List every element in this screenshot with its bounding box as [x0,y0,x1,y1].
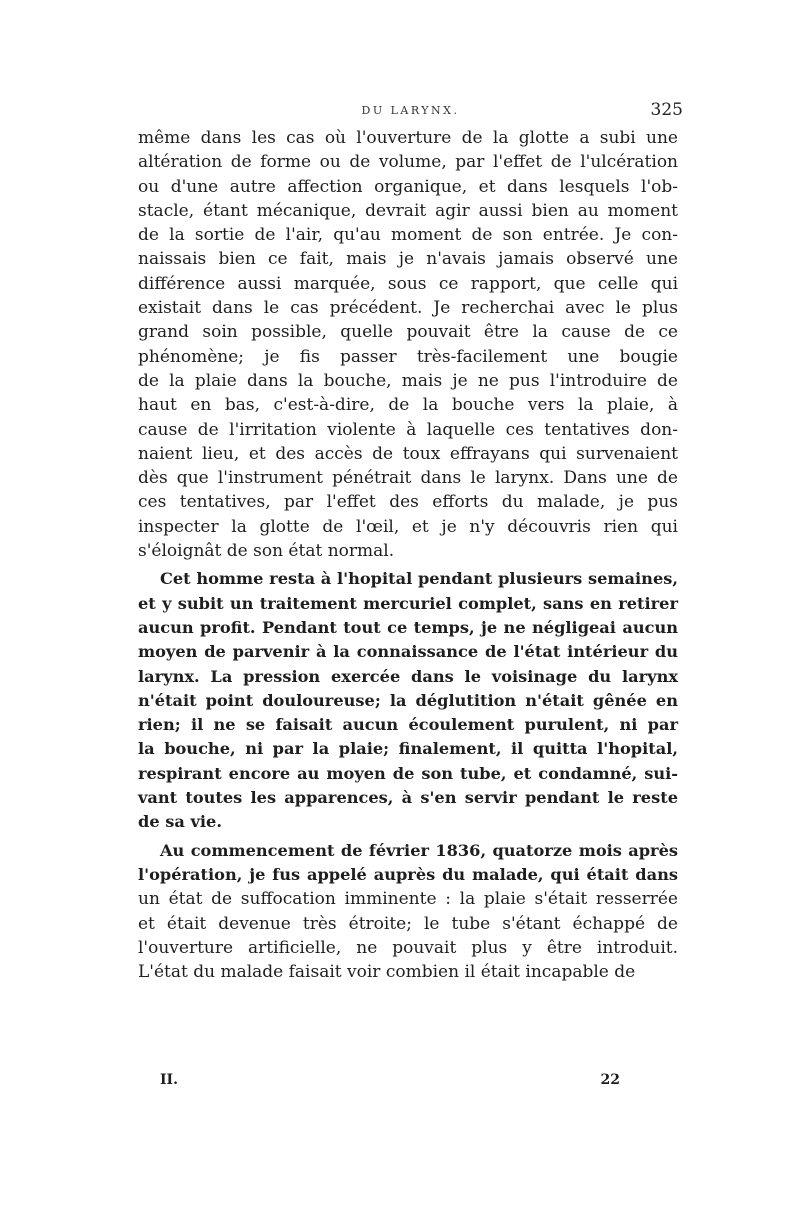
text-line: dès que l'instrument pénétrait dans le larynx. Dans une de [138,468,678,489]
text-line: cause de l'irritation violente à laquelle ces tentatives don- [138,419,678,440]
text-line: L'état du malade faisait voir combien il était incapable de [138,962,636,983]
text-line: moyen de parvenir à la connaissance de l'état intérieur du [138,642,678,662]
text-line: naissais bien ce fait, mais je n'avais jamais observé une [138,249,678,270]
text-line: stacle, étant mécanique, devrait agir aussi bien au moment [138,200,678,221]
sheet-number: 22 [600,1072,620,1088]
text-line: aucun profit. Pendant tout ce temps, je ne négligeai aucun [138,617,678,637]
text-line: différence aussi marquée, sous ce rapport, que celle qui [138,273,678,294]
text-line: respirant encore au moyen de son tube, et condamné, sui- [138,763,678,783]
text-line: s'éloignât de son état normal. [138,541,395,562]
text-line: inspecter la glotte de l'œil, et je n'y découvris rien qui [138,516,678,537]
text-line: de sa vie. [138,812,222,832]
text-line: l'opération, je fus appelé auprès du malade, qui était dans [138,864,678,884]
signature-mark: II. [160,1072,178,1088]
text-line: la bouche, ni par la plaie; finalement, il quitta l'hopital, [138,739,678,759]
text-line: Au commencement de février 1836, quatorze mois après [160,840,678,860]
text-line: l'ouverture artificielle, ne pouvait plus y être introduit. [138,937,678,958]
text-line: et y subit un traitement mercuriel complet, sans en retirer [138,593,678,613]
text-line: ces tentatives, par l'effet des efforts du malade, je pus [138,492,678,513]
page-number: 325 [650,100,683,120]
text-line: larynx. La pression exercée dans le voisinage du larynx [138,666,678,686]
body-text [138,126,678,984]
text-line: de la plaie dans la bouche, mais je ne pus l'introduire de [138,370,678,391]
text-line: phénomène; je fis passer très-facilement une bougie [138,346,678,367]
text-line: Cet homme resta à l'hopital pendant plusieurs semaines, [160,569,678,589]
text-line: haut en bas, c'est-à-dire, de la bouche vers la plaie, à [138,395,678,416]
paragraph-2 [138,567,678,834]
text-line: et était devenue très étroite; le tube s'étant échappé de [138,913,678,934]
page-footer [160,1072,620,1094]
text-line: même dans les cas où l'ouverture de la glotte a subi une [138,128,678,148]
text-line: naient lieu, et des accès de toux effrayans qui survenaient [138,443,678,464]
text-line: rien; il ne se faisait aucun écoulement purulent, ni par [138,715,678,735]
paragraph-1 [138,126,678,563]
paragraph-3 [138,839,678,985]
text-line: altération de forme ou de volume, par l'effet de l'ulcération [138,152,678,173]
text-line: ou d'une autre affection organique, et dans lesquels l'ob- [138,176,678,197]
text-line: n'était point douloureuse; la déglutition n'était gênée en [138,690,678,710]
text-line: de la sortie de l'air, qu'au moment de son entrée. Je con- [138,225,678,246]
text-line: vant toutes les apparences, à s'en servir pendant le reste [138,788,678,808]
running-head [138,100,683,124]
text-line: grand soin possible, quelle pouvait être la cause de ce [138,322,678,343]
text-line: un état de suffocation imminente : la plaie s'était resserrée [138,889,678,910]
text-line: existait dans le cas précédent. Je recherchai avec le plus [138,298,678,319]
running-title: DU LARYNX. [361,104,460,117]
